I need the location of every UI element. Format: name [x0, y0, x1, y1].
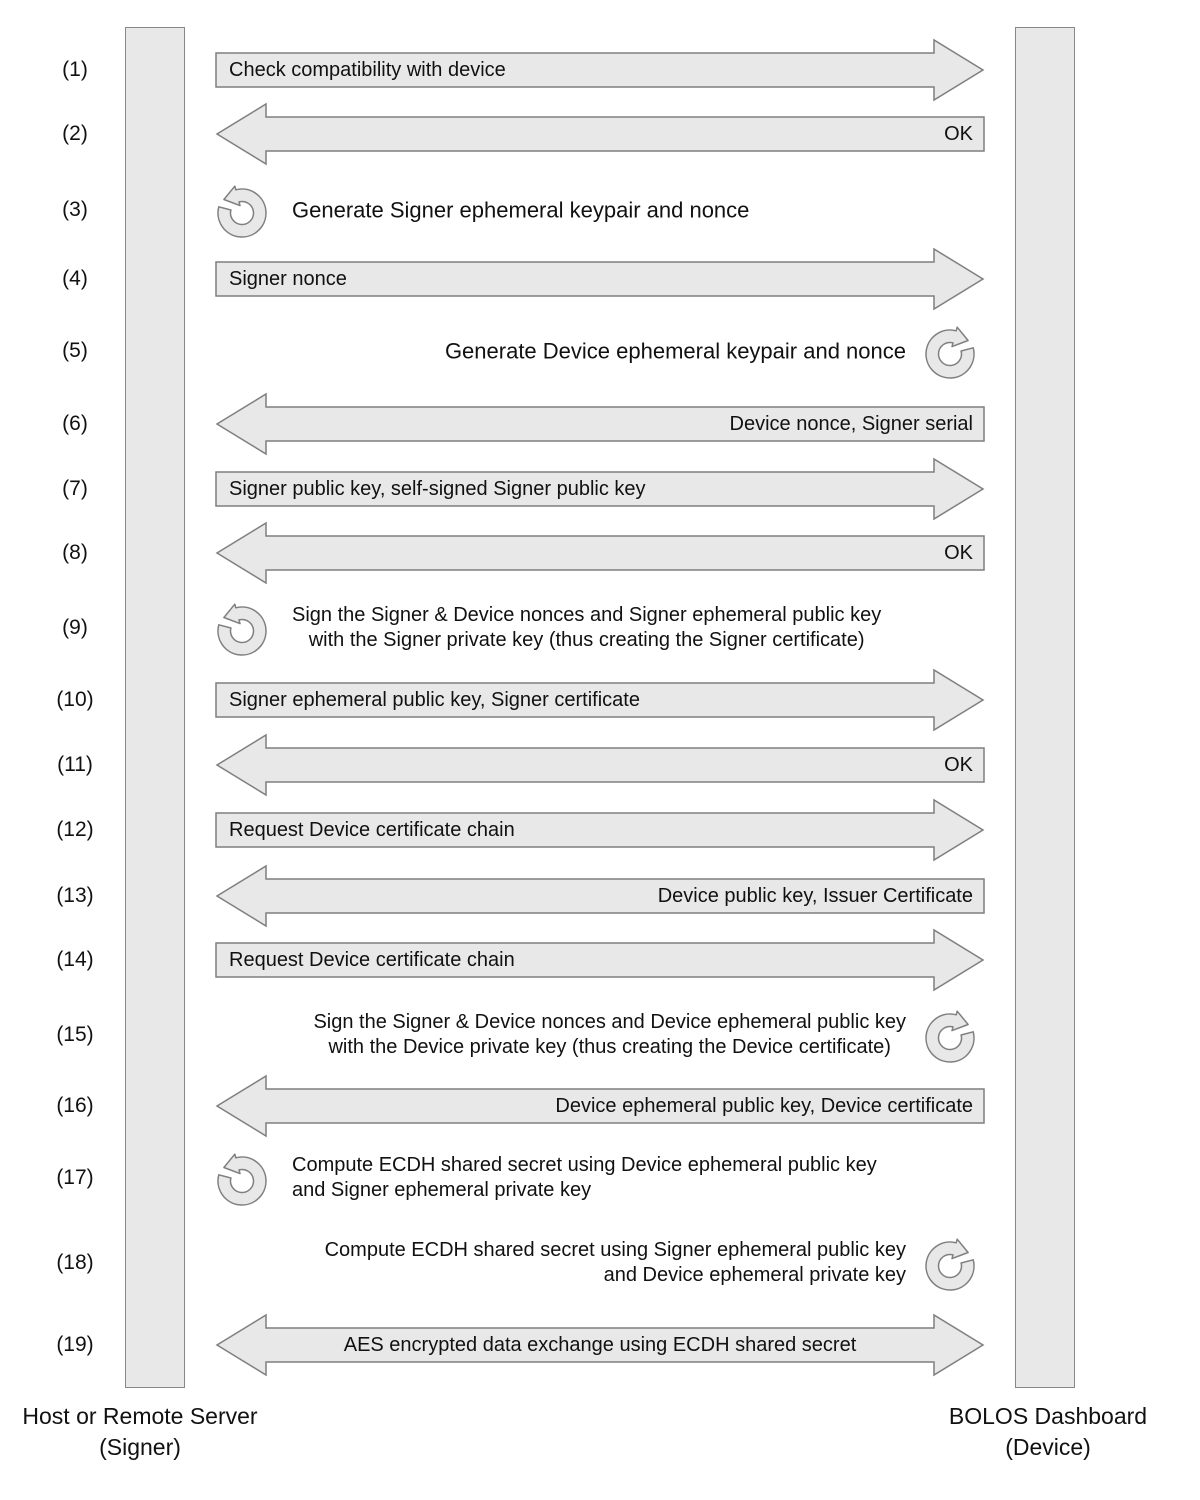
step-row-4	[0, 247, 1200, 311]
message-label: OK	[944, 123, 973, 145]
step-row-2	[0, 102, 1200, 166]
step-row-9	[0, 596, 1200, 660]
step-number: (1)	[62, 58, 88, 81]
message-label: Device public key, Issuer Certificate	[657, 885, 973, 907]
step-row-10	[0, 668, 1200, 732]
step-number: (14)	[56, 948, 94, 971]
step-row-15	[0, 1003, 1200, 1067]
step-number: (11)	[57, 753, 93, 776]
actor-label-signer	[0, 1401, 300, 1463]
step-row-18	[0, 1231, 1200, 1295]
message-arrow-left-icon	[215, 733, 985, 797]
step-row-12	[0, 798, 1200, 862]
step-number: (3)	[62, 198, 88, 221]
action-label-line: Compute ECDH shared secret using Device ephemeral public key	[292, 1154, 877, 1176]
action-label	[292, 603, 881, 653]
step-number: (2)	[62, 122, 88, 145]
step-number: (6)	[62, 412, 88, 435]
self-loop-right-icon	[920, 318, 984, 386]
action-label-line: Sign the Signer & Device nonces and Device ephemeral public key	[313, 1011, 906, 1033]
message-label: Request Device certificate chain	[229, 819, 515, 841]
step-number: (4)	[62, 267, 88, 290]
self-loop-left-icon	[208, 595, 272, 663]
message-label: Check compatibility with device	[229, 59, 506, 81]
actor-label-device	[888, 1401, 1200, 1463]
message-label: Request Device certificate chain	[229, 949, 515, 971]
step-number: (5)	[62, 339, 88, 362]
message-label: Signer nonce	[229, 268, 347, 290]
action-label-line: with the Signer private key (thus creating the Signer certificate)	[308, 629, 865, 651]
self-loop-left-icon	[208, 1145, 272, 1213]
message-label: Device ephemeral public key, Device certificate	[555, 1095, 973, 1117]
actor-signer-name: Host or Remote Server	[22, 1403, 258, 1429]
actor-device-name: BOLOS Dashboard	[948, 1403, 1148, 1429]
step-row-7	[0, 457, 1200, 521]
message-arrow-left-icon	[215, 102, 985, 166]
message-label: OK	[944, 542, 973, 564]
step-row-1	[0, 38, 1200, 102]
actor-signer-role: (Signer)	[99, 1434, 181, 1460]
message-label: Signer ephemeral public key, Signer certificate	[229, 689, 640, 711]
message-label: Signer public key, self-signed Signer public key	[229, 478, 646, 500]
self-loop-right-icon	[920, 1230, 984, 1298]
step-number: (17)	[56, 1166, 94, 1189]
step-number: (18)	[56, 1251, 94, 1274]
actor-device-role: (Device)	[1005, 1434, 1091, 1460]
step-number: (8)	[62, 541, 88, 564]
action-label	[292, 198, 749, 223]
step-number: (12)	[56, 818, 94, 841]
step-row-5	[0, 319, 1200, 383]
step-row-16	[0, 1074, 1200, 1138]
step-row-14	[0, 928, 1200, 992]
action-label-line: Generate Device ephemeral keypair and nonce	[444, 338, 906, 364]
action-label	[313, 1010, 906, 1060]
step-row-19	[0, 1313, 1200, 1377]
action-label-line: Sign the Signer & Device nonces and Signer ephemeral public key	[292, 604, 882, 626]
step-row-17	[0, 1146, 1200, 1210]
step-number: (16)	[56, 1094, 94, 1117]
step-number: (9)	[62, 616, 88, 639]
step-number: (19)	[56, 1333, 94, 1356]
message-label: AES encrypted data exchange using ECDH shared secret	[343, 1334, 857, 1356]
step-row-6	[0, 392, 1200, 456]
action-label	[325, 1238, 906, 1288]
step-number: (13)	[56, 884, 94, 907]
action-label-line: and Device ephemeral private key	[603, 1264, 906, 1286]
action-label	[445, 339, 906, 364]
step-row-11	[0, 733, 1200, 797]
step-row-8	[0, 521, 1200, 585]
self-loop-left-icon	[208, 177, 272, 245]
self-loop-right-icon	[920, 1002, 984, 1070]
step-number: (15)	[56, 1023, 94, 1046]
action-label-line: Compute ECDH shared secret using Signer ephemeral public key	[324, 1239, 906, 1261]
message-label: Device nonce, Signer serial	[729, 413, 973, 435]
step-row-13	[0, 864, 1200, 928]
message-label: OK	[944, 754, 973, 776]
step-row-3	[0, 178, 1200, 242]
action-label-line: with the Device private key (thus creating the Device certificate)	[328, 1036, 891, 1058]
step-number: (10)	[56, 688, 94, 711]
step-number: (7)	[62, 477, 88, 500]
action-label-line: Generate Signer ephemeral keypair and nonce	[292, 197, 750, 223]
action-label	[292, 1153, 877, 1203]
action-label-line: and Signer ephemeral private key	[292, 1179, 592, 1201]
message-arrow-left-icon	[215, 521, 985, 585]
